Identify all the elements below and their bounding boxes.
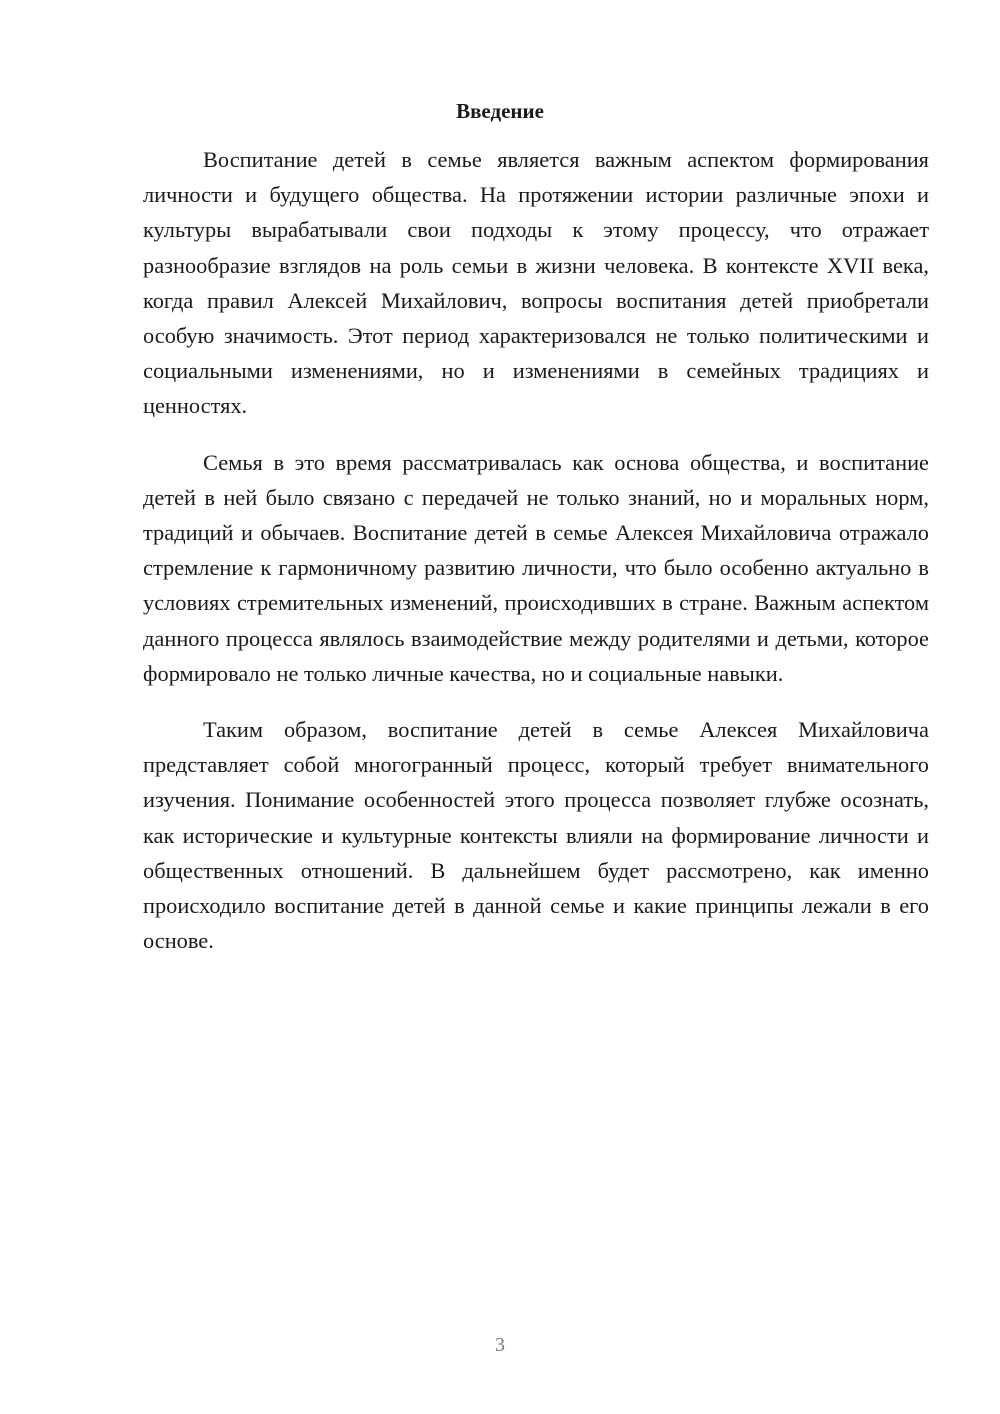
- paragraph-3: Таким образом, воспитание детей в семье Алексея Михайловича представляет собой многогранный процесс, который требует внимательного изучения. Понимание особенностей этого процесса позволяет глубже осознать, как исторические и культурные контексты влияли на формирование личности и общественных отношений. В дальнейшем будет рассмотрено, как именно происходило воспитание детей в данной семье и какие принципы лежали в его основе.: [143, 717, 929, 954]
- page-number: 3: [495, 1334, 505, 1356]
- paragraph-1: Воспитание детей в семье является важным аспектом формирования личности и будущего общества. На протяжении истории различные эпохи и культуры вырабатывали свои подходы к этому процессу, что отражает разнообразие взглядов на роль семьи в жизни человека. В контексте XVII века, когда правил Алексей Михайлович, вопросы воспитания детей приобретали особую значимость. Этот период характеризовался не только политическими и социальными изменениями, но и изменениями в семейных традициях и ценностях.: [143, 147, 929, 419]
- section-heading: Введение: [456, 99, 544, 123]
- paragraph-2: Семья в это время рассматривалась как основа общества, и воспитание детей в ней было связано с передачей не только знаний, но и моральных норм, традиций и обычаев. Воспитание детей в семье Алексея Михайловича отражало стремление к гармоничному развитию личности, что было особенно актуально в условиях стремительных изменений, происходивших в стране. Важным аспектом данного процесса являлось взаимодействие между родителями и детьми, которое формировало не только личные качества, но и социальные навыки.: [143, 449, 929, 686]
- body-text: [143, 142, 929, 979]
